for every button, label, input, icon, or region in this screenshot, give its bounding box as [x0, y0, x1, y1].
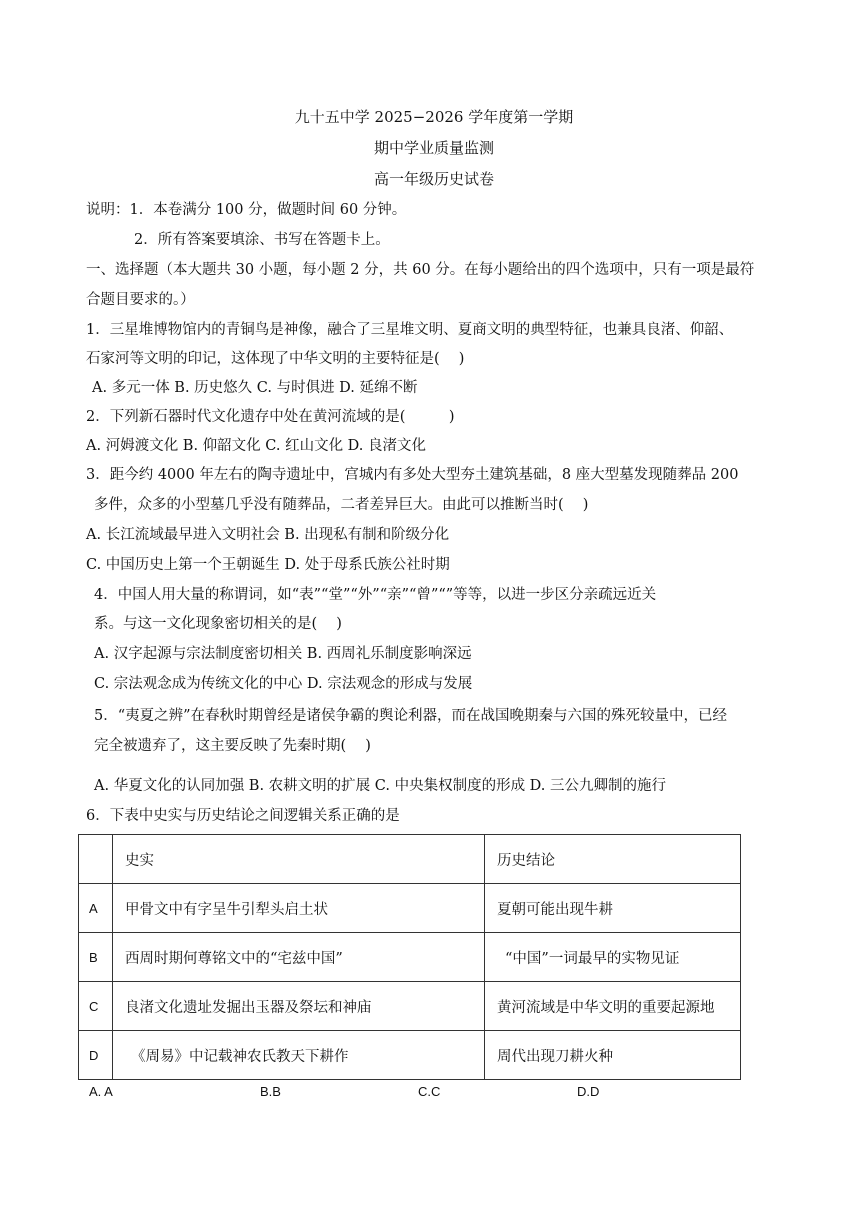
question-3-options-line2: C. 中国历史上第一个王朝诞生 D. 处于母系氏族公社时期 [86, 557, 450, 573]
question-3-options-line1: A. 长江流域最早进入文明社会 B. 出现私有制和阶级分化 [86, 527, 450, 543]
question-4-stem-line1: 4．中国人用大量的称谓词，如“表”“堂”“外”“亲”“曾”“”等等，以进一步区分亲疏远近关 [94, 587, 657, 603]
answer-option-c: C.C [418, 1084, 441, 1099]
question-3-stem-line2: 多件，众多的小型墓几乎没有随葬品，二者差异巨大。由此可以推断当时( ) [94, 497, 589, 513]
table-row [79, 1031, 741, 1080]
table-row [79, 982, 741, 1031]
question-5-stem-line1: 5．“夷夏之辨”在春秋时期曾经是诸侯争霸的舆论利器，而在战国晚期秦与六国的殊死较量中，已经 [94, 708, 728, 724]
table-cell: C [79, 982, 113, 1031]
instruction-1: 说明：1．本卷满分 100 分，做题时间 60 分钟。 [86, 202, 407, 218]
table-cell: B [79, 933, 113, 982]
question-5-options: A. 华夏文化的认同加强 B. 农耕文明的扩展 C. 中央集权制度的形成 D. 三公九卿制的施行 [94, 778, 667, 794]
table-header-row [79, 835, 741, 884]
table-cell: 夏朝可能出现牛耕 [485, 884, 741, 933]
table-row [79, 933, 741, 982]
question-1-stem-line1: 1．三星堆博物馆内的青铜鸟是神像，融合了三星堆文明、夏商文明的典型特征，也兼具良渚、仰韶、 [86, 322, 734, 338]
instruction-2: 2．所有答案要填涂、书写在答题卡上。 [134, 232, 390, 248]
table-row [79, 884, 741, 933]
question-2-stem: 2．下列新石器时代文化遗存中处在黄河流域的是( ) [86, 409, 455, 425]
school-term-title: 九十五中学 2025−2026 学年度第一学期 [294, 108, 574, 126]
question-4-stem-line2: 系。与这一文化现象密切相关的是( ) [94, 616, 342, 632]
table-header-cell [79, 835, 113, 884]
question-2-options: A. 河姆渡文化 B. 仰韶文化 C. 红山文化 D. 良渚文化 [86, 438, 427, 454]
table-cell: 黄河流域是中华文明的重要起源地 [485, 982, 741, 1031]
table-cell: 周代出现刀耕火种 [485, 1031, 741, 1080]
table-cell: 西周时期何尊铭文中的“宅兹中国” [113, 933, 485, 982]
answer-option-a: A. A [89, 1084, 113, 1099]
table-cell: D [79, 1031, 113, 1080]
question-1-options: A. 多元一体 B. 历史悠久 C. 与时俱进 D. 延绵不断 [92, 380, 418, 396]
answer-option-d: D.D [577, 1084, 600, 1099]
question-1-stem-line2: 石家河等文明的印记，这体现了中华文明的主要特征是( ) [86, 351, 465, 367]
section-heading-line1: 一、选择题（本大题共 30 小题，每小题 2 分，共 60 分。在每小题给出的四个选项中，只有一项是最符 [86, 262, 755, 278]
table-header-cell: 史实 [113, 835, 485, 884]
table-cell: “中国”一词最早的实物见证 [485, 933, 741, 982]
question-4-options-line1: A. 汉字起源与宗法制度密切相关 B. 西周礼乐制度影响深远 [94, 646, 472, 662]
history-facts-table [78, 834, 741, 1080]
question-4-options-line2: C. 宗法观念成为传统文化的中心 D. 宗法观念的形成与发展 [94, 676, 473, 692]
table-cell: 甲骨文中有字呈牛引犁头启土状 [113, 884, 485, 933]
question-3-stem-line1: 3．距今约 4000 年左右的陶寺遗址中，宫城内有多处大型夯土建筑基础，8 座大型墓发现随葬品 200 [86, 467, 739, 483]
subject-title: 高一年级历史试卷 [373, 170, 494, 188]
table-header-cell: 历史结论 [485, 835, 741, 884]
table-cell: 《周易》中记载神农氏教天下耕作 [113, 1031, 485, 1080]
answer-option-b: B.B [260, 1084, 281, 1099]
question-6-stem: 6．下表中史实与历史结论之间逻辑关系正确的是 [86, 808, 400, 824]
section-heading-line2: 合题目要求的。） [86, 292, 195, 308]
table-cell: A [79, 884, 113, 933]
exam-name-title: 期中学业质量监测 [373, 139, 494, 157]
table-cell: 良渚文化遗址发掘出玉器及祭坛和神庙 [113, 982, 485, 1031]
question-5-stem-line2: 完全被遗弃了，这主要反映了先秦时期( ) [94, 738, 371, 754]
